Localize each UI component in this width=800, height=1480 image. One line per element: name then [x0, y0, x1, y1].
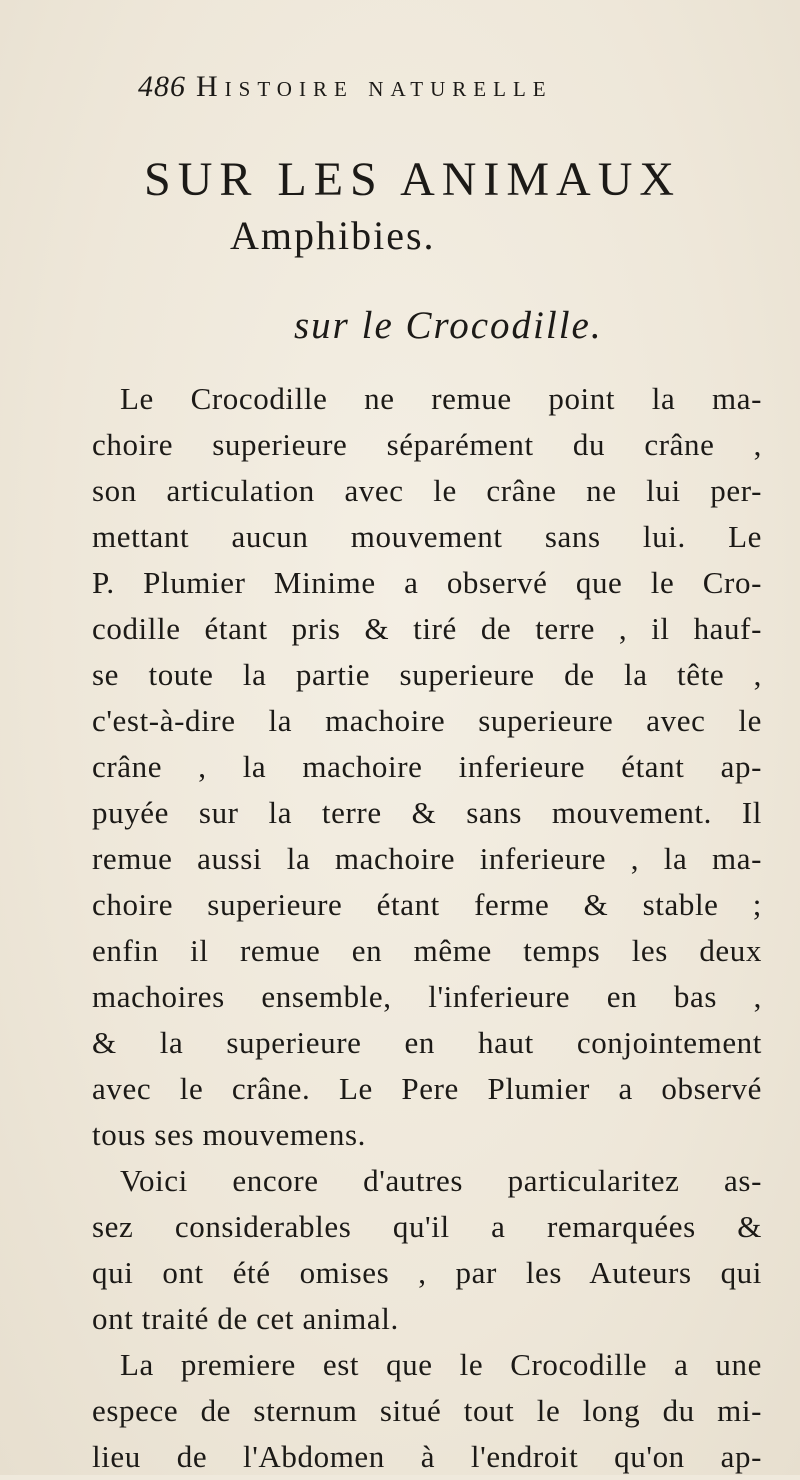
text-line: P. Plumier Minime a observé que le Cro-: [92, 565, 762, 600]
text-line: espece de sternum situé tout le long du mi-: [92, 1393, 762, 1428]
text-line: choire superieure séparément du crâne ,: [92, 427, 762, 462]
text-line: & la superieure en haut conjointement: [92, 1025, 762, 1060]
text-line: se toute la partie superieure de la tête ,: [92, 657, 762, 692]
text-line: crâne , la machoire inferieure étant ap-: [92, 749, 762, 784]
article-heading: sur le Crocodille.: [294, 304, 603, 347]
section-subtitle: Amphibies.: [230, 213, 436, 258]
text-line: codille étant pris & tiré de terre , il hauf-: [92, 611, 762, 646]
page-number: 486: [138, 70, 186, 103]
text-line: tous ses mouvemens.: [92, 1117, 367, 1152]
text-line: Le Crocodille ne remue point la ma-: [120, 381, 762, 416]
section-title: SUR LES ANIMAUX: [144, 153, 682, 206]
text-line: c'est-à-dire la machoire superieure avec le: [92, 703, 762, 738]
text-line: son articulation avec le crâne ne lui per-: [92, 473, 762, 508]
text-line: qui ont été omises , par les Auteurs qui: [92, 1255, 762, 1290]
text-line: sez considerables qu'il a remarquées &: [92, 1209, 762, 1244]
body-text: [92, 376, 762, 1480]
text-line: remue aussi la machoire inferieure , la ma-: [92, 841, 762, 876]
text-line: enfin il remue en même temps les deux: [92, 933, 762, 968]
text-line: avec le crâne. Le Pere Plumier a observé: [92, 1071, 762, 1106]
text-line: Voici encore d'autres particularitez as-: [120, 1163, 762, 1198]
text-line: choire superieure étant ferme & stable ;: [92, 887, 762, 922]
text-line: puyée sur la terre & sans mouvement. Il: [92, 795, 762, 830]
text-line: La premiere est que le Crocodille a une: [120, 1347, 762, 1382]
text-line: machoires ensemble, l'inferieure en bas ,: [92, 979, 762, 1014]
text-line: ont traité de cet animal.: [92, 1301, 399, 1336]
text-line: mettant aucun mouvement sans lui. Le: [92, 519, 762, 554]
text-line: lieu de l'Abdomen à l'endroit qu'on ap-: [92, 1439, 762, 1474]
running-head: [138, 70, 750, 114]
running-head-title: Histoire naturelle: [196, 70, 553, 103]
